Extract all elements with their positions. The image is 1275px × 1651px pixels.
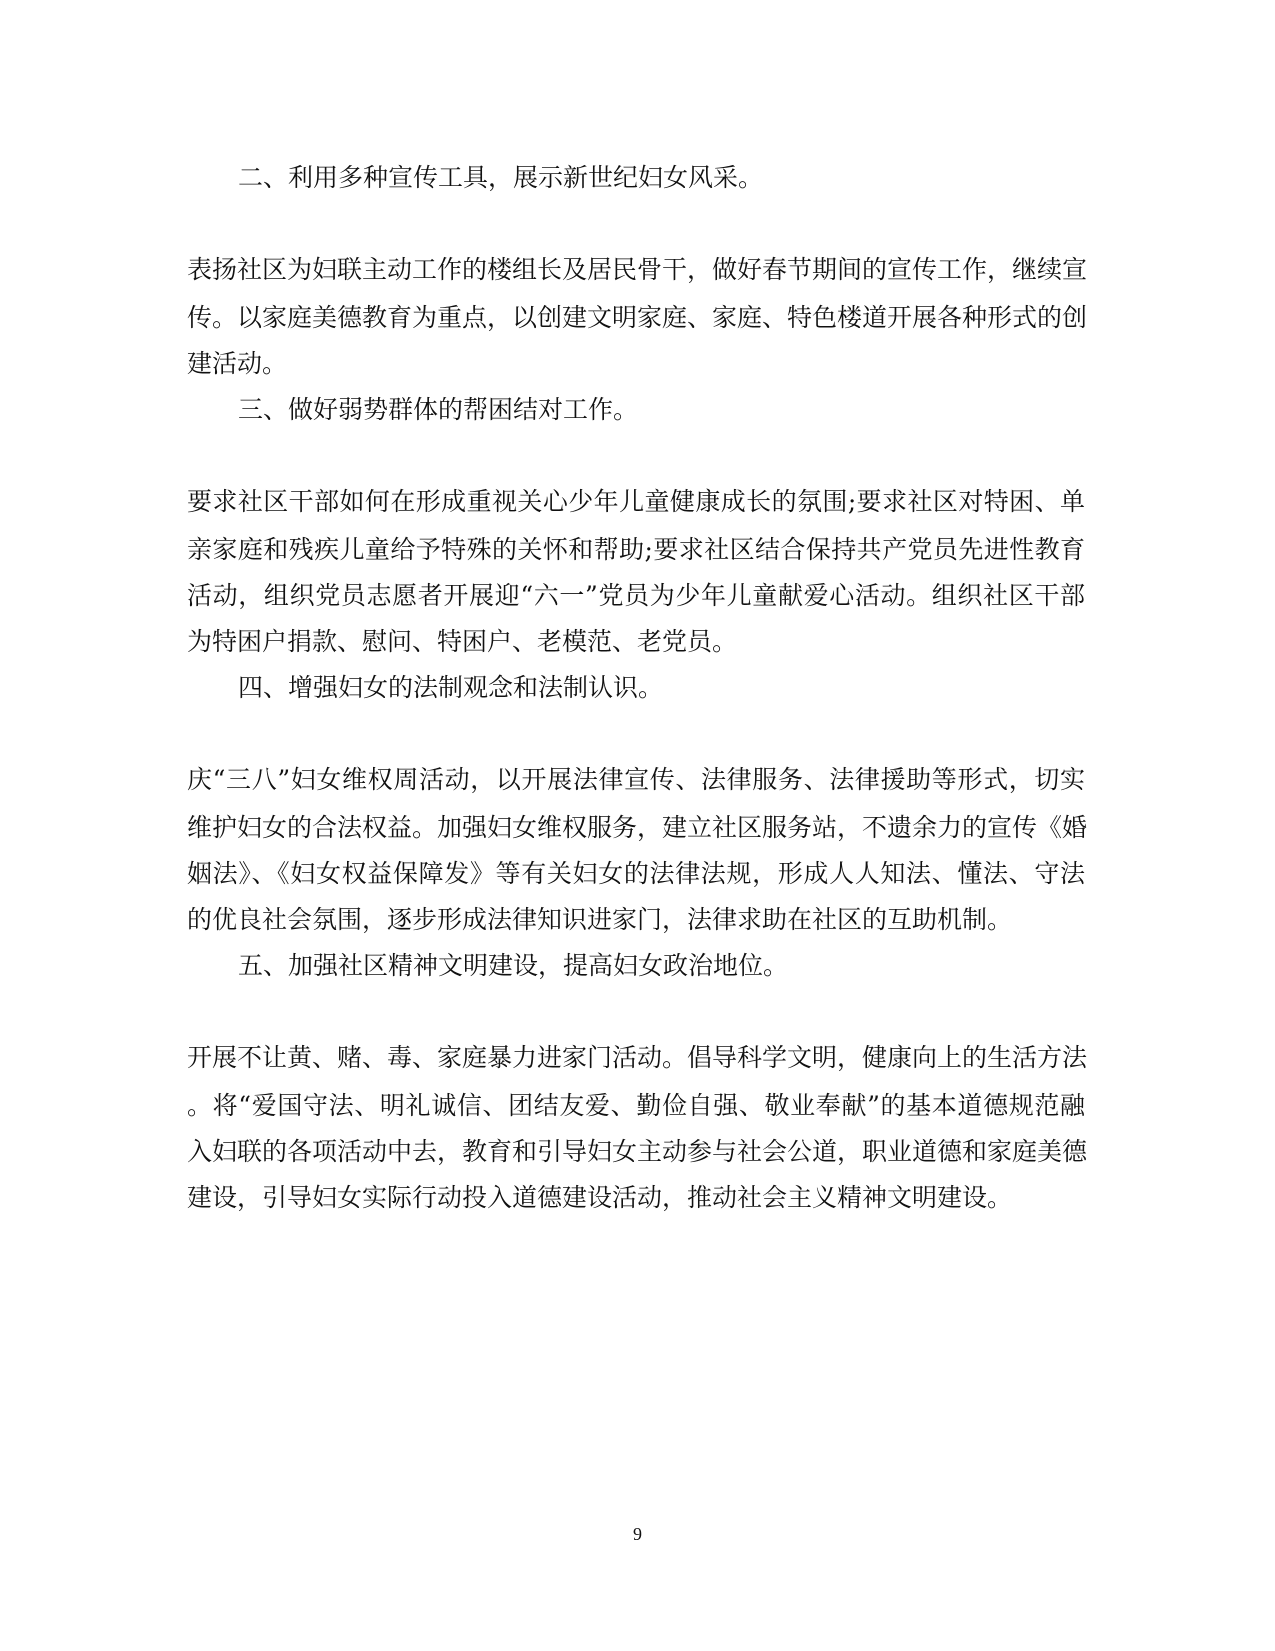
paragraph-line: 为特困户捐款、慰问、特困户、老模范、老党员。 (187, 627, 738, 656)
paragraph-line: 建设，引导妇女实际行动投入道德建设活动，推动社会主义精神文明建设。 (187, 1183, 1013, 1212)
paragraph-line: 建活动。 (187, 349, 288, 378)
paragraph-line: 活动，组织党员志愿者开展迎“六一”党员为少年儿童献爱心活动。组织社区干部 (187, 581, 1085, 610)
paragraph-line: 表扬社区为妇联主动工作的楼组长及居民骨干，做好春节期间的宣传工作，继续宣 (187, 255, 1088, 284)
section-heading-5: 五、加强社区精神文明建设，提高妇女政治地位。 (238, 951, 789, 980)
paragraph-line: 亲家庭和残疾儿童给予特殊的关怀和帮助;要求社区结合保持共产党员先进性教育 (187, 535, 1085, 564)
paragraph-line: 维护妇女的合法权益。加强妇女维权服务，建立社区服务站，不遗余力的宣传《婚 (187, 813, 1088, 842)
paragraph-line: 的优良社会氛围，逐步形成法律知识进家门，法律求助在社区的互助机制。 (187, 905, 1013, 934)
paragraph-line: 姻法》、《妇女权益保障发》等有关妇女的法律法规，形成人人知法、懂法、守法 (187, 859, 1085, 888)
paragraph-line: 传。以家庭美德教育为重点，以创建文明家庭、家庭、特色楼道开展各种形式的创 (187, 303, 1088, 332)
paragraph-line: 庆“三八”妇女维权周活动，以开展法律宣传、法律服务、法律援助等形式，切实 (187, 765, 1085, 794)
section-heading-2: 二、利用多种宣传工具，展示新世纪妇女风采。 (238, 163, 764, 192)
page-number: 9 (633, 1524, 642, 1544)
section-heading-4: 四、增强妇女的法制观念和法制认识。 (238, 673, 664, 702)
paragraph-line: 入妇联的各项活动中去，教育和引导妇女主动参与社会公道，职业道德和家庭美德 (187, 1137, 1088, 1166)
paragraph-line: 要求社区干部如何在形成重视关心少年儿童健康成长的氛围;要求社区对特困、单 (187, 487, 1085, 516)
paragraph-line: 。将“爱国守法、明礼诚信、团结友爱、勤俭自强、敬业奉献”的基本道德规范融 (187, 1091, 1085, 1120)
paragraph-line: 开展不让黄、赌、毒、家庭暴力进家门活动。倡导科学文明，健康向上的生活方法 (187, 1043, 1088, 1072)
section-heading-3: 三、做好弱势群体的帮困结对工作。 (238, 395, 639, 424)
